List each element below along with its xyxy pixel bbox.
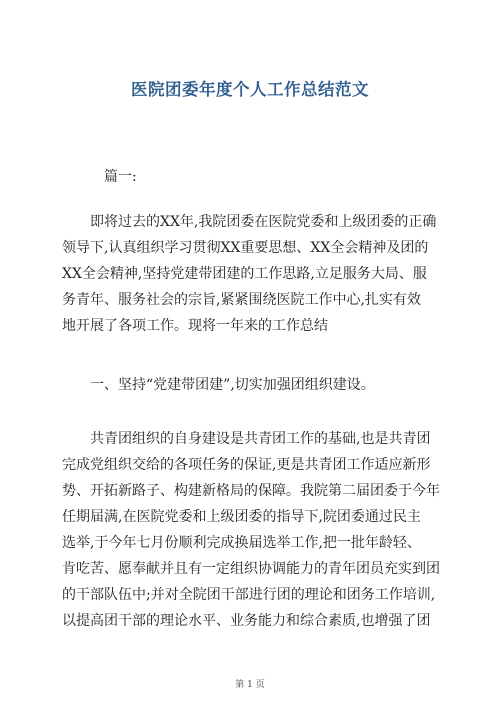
paragraph-line: 完成党组织交给的各项任务的保证,更是共青团工作适应新形 xyxy=(62,457,431,473)
document-title: 医院团委年度个人工作总结范文 xyxy=(131,80,369,99)
paragraph-line: 即将过去的XX年,我院团委在医院党委和上级团委的正确 xyxy=(62,214,437,230)
paragraph-line: 以提高团干部的理论水平、业务能力和综合素质,也增强了团 xyxy=(62,613,431,629)
paragraph-line: 的干部队伍中;并对全院团干部进行团的理论和团务工作培训, xyxy=(62,587,436,603)
section-label: 篇一: xyxy=(104,169,137,185)
paragraph-line: 肯吃苦、愿奉献并且有一定组织协调能力的青年团员充实到团 xyxy=(62,561,440,577)
paragraph-line: 共青团组织的自身建设是共青团工作的基础,也是共青团 xyxy=(62,431,431,447)
paragraph-line: 领导下,认真组织学习贯彻XX重要思想、XX全会精神及团的 xyxy=(62,240,429,256)
paragraph-intro xyxy=(62,209,440,339)
page-number: 第 1 页 xyxy=(235,680,265,690)
section-heading: 一、坚持“党建带团建”,切实加强团组织建设。 xyxy=(62,377,375,393)
paragraph-line: 地开展了各项工作。现将一年来的工作总结 xyxy=(62,318,328,334)
paragraph-line: 选举,于今年七月份顺利完成换届选举工作,把一批年龄轻、 xyxy=(62,535,421,551)
paragraph-line: XX全会精神,坚持党建带团建的工作思路,立足服务大局、服 xyxy=(62,266,427,282)
paragraph-line: 任期届满,在医院党委和上级团委的指导下,院团委通过民主 xyxy=(62,509,421,525)
paragraph-line: 务青年、服务社会的宗旨,紧紧围绕医院工作中心,扎实有效 xyxy=(62,292,421,308)
paragraph-body xyxy=(62,426,440,634)
paragraph-line: 势、开拓新路子、构建新格局的保障。我院第二届团委于今年 xyxy=(62,483,440,499)
